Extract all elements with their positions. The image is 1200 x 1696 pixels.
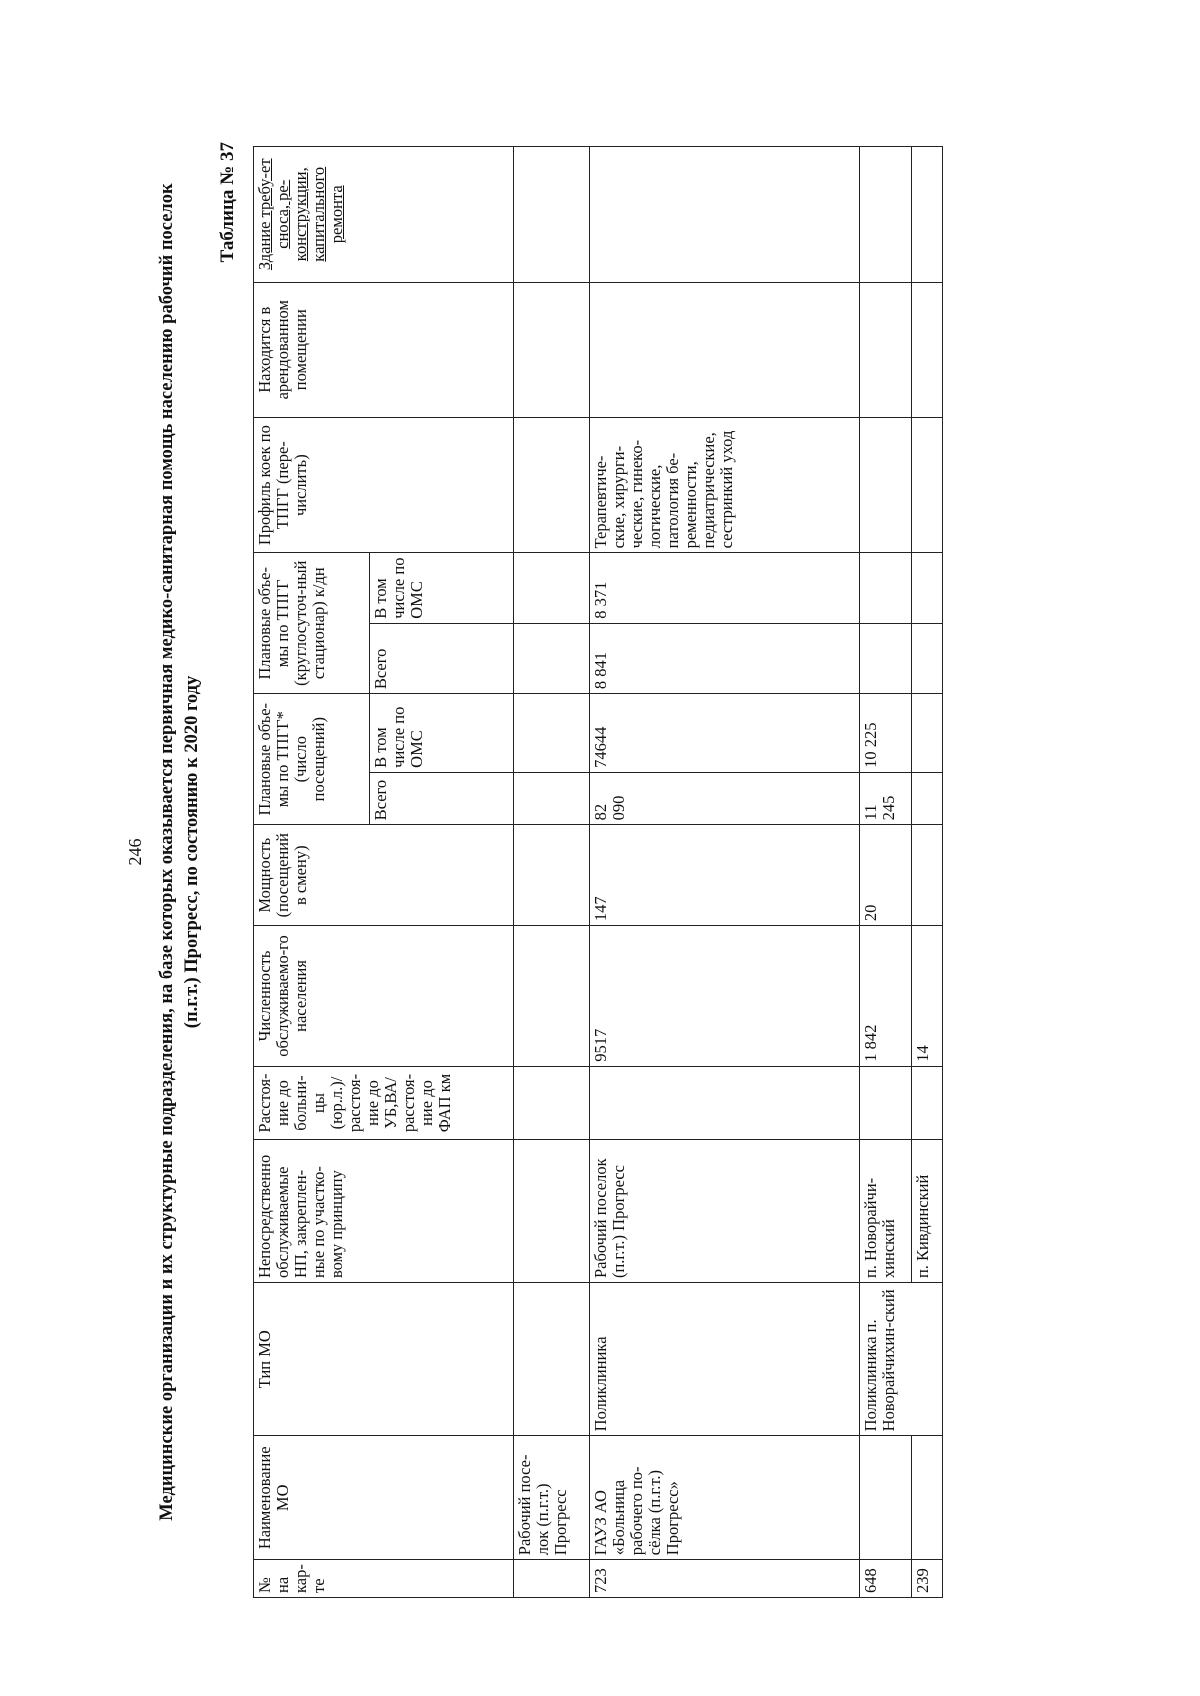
section-cell: [514, 772, 590, 824]
cell-beds-total: [912, 623, 943, 693]
cell-type: Поликлиника п. Новорайчихин-ский: [859, 1283, 942, 1436]
header-demolition: Здание требу-ет сноса, ре-конструкции, капитального ремонта: [254, 147, 514, 283]
cell-demolition: [912, 147, 943, 283]
header-beds-total: Всего: [369, 623, 514, 693]
cell-np: п. Кивдинский: [912, 1140, 943, 1283]
header-row-1: [254, 147, 370, 1598]
cell-name: ГАУЗ АО «Больница рабочего по-сёлка (п.г.т.) Прогресс»: [590, 1436, 859, 1560]
cell-population: 14: [912, 926, 943, 1067]
cell-num: 648: [859, 1560, 912, 1598]
section-cell: [514, 1283, 590, 1436]
cell-demolition: [859, 147, 912, 283]
header-rented: Находится в арендованном помещении: [254, 282, 514, 417]
header-population: Численность обслуживаемо-го населения: [254, 926, 514, 1067]
cell-visits-oms: [912, 694, 943, 773]
cell-visits-total: [912, 772, 943, 824]
cell-rented: [859, 282, 912, 417]
table-label: Таблица № 37: [217, 142, 238, 263]
cell-distance: [590, 1066, 859, 1139]
cell-visits-oms: 74644: [590, 694, 859, 773]
section-cell: [514, 623, 590, 693]
page-number: 246: [125, 838, 145, 866]
cell-visits-total: 82 090: [590, 772, 859, 824]
header-num: № на кар-те: [254, 1560, 514, 1598]
medical-organizations-table: [253, 146, 943, 1598]
cell-population: 9517: [590, 926, 859, 1067]
header-tpgg-visits: Плановые объе-мы по ТПГГ*(число посещений): [254, 694, 370, 825]
cell-name: [859, 1436, 912, 1560]
section-cell: [514, 417, 590, 552]
cell-np: Рабочий поселок (п.г.т.) Прогресс: [590, 1140, 859, 1283]
cell-name: [912, 1436, 943, 1560]
section-cell: [514, 1066, 590, 1139]
rotated-document-page: [125, 102, 1185, 1602]
section-name: Рабочий посе-лок (п.г.т.) Прогресс: [514, 1436, 590, 1560]
section-cell: [514, 926, 590, 1067]
cell-profile: [912, 417, 943, 552]
header-np: Непосредственно обслуживаемые НП, закреплен-ные по участко-вому принципу: [254, 1140, 514, 1283]
cell-beds-total: [859, 623, 912, 693]
section-cell: [514, 1140, 590, 1283]
cell-distance: [912, 1066, 943, 1139]
document-title: [155, 102, 205, 1602]
header-type: Тип МО: [254, 1283, 514, 1436]
title-line-1: Медицинские организации и их структурные подразделения, на базе которых оказывается первичная медико-санитарная помощь населению рабочий поселок: [157, 183, 177, 1521]
section-cell: [514, 553, 590, 623]
cell-profile: [859, 417, 912, 552]
header-capacity: Мощность (посещений в смену): [254, 825, 514, 926]
section-cell: [514, 282, 590, 417]
cell-beds-total: 8 841: [590, 623, 859, 693]
header-tpgg-beds: Плановые объе-мы по ТПГГ (круглосуточ-ный стационар) к/дн: [254, 553, 370, 694]
cell-np: п. Новорайчи-хинский: [859, 1140, 912, 1283]
cell-capacity: 147: [590, 825, 859, 926]
title-line-2: (п.г.т.) Прогресс, по состоянию к 2020 году: [182, 675, 202, 1029]
header-profile: Профиль коек по ТПГГ (пере-числить): [254, 417, 514, 552]
cell-num: 723: [590, 1560, 859, 1598]
section-row: [514, 147, 590, 1598]
cell-demolition: [590, 147, 859, 283]
section-cell: [514, 147, 590, 283]
cell-capacity: [912, 825, 943, 926]
section-cell-num: [514, 1560, 590, 1598]
cell-visits-oms: 10 225: [859, 694, 912, 773]
cell-population: 1 842: [859, 926, 912, 1067]
cell-beds-oms: [859, 553, 912, 623]
table-row: [859, 147, 912, 1598]
cell-num: 239: [912, 1560, 943, 1598]
header-name: Наименование МО: [254, 1436, 514, 1560]
cell-beds-oms: 8 371: [590, 553, 859, 623]
section-cell: [514, 694, 590, 773]
section-cell: [514, 825, 590, 926]
cell-distance: [859, 1066, 912, 1139]
cell-type: Поликлиника: [590, 1283, 859, 1436]
cell-capacity: 20: [859, 825, 912, 926]
cell-rented: [590, 282, 859, 417]
cell-visits-total: 11 245: [859, 772, 912, 824]
header-visits-oms: В том числе по ОМС: [369, 694, 514, 773]
cell-beds-oms: [912, 553, 943, 623]
header-beds-oms: В том числе по ОМС: [369, 553, 514, 623]
header-visits-total: Всего: [369, 772, 514, 824]
cell-profile: Терапевтиче-ские, хирурги-ческие, гинеко-логические, патология бе-ременности, педиатрические, сестринкий уход: [590, 417, 859, 552]
table-row: [590, 147, 859, 1598]
cell-rented: [912, 282, 943, 417]
header-distance: Расстоя-ние до больни-цы (юр.л.)/ расстоя-ние до УБ,ВА/ расстоя-ние до ФАП км: [254, 1066, 514, 1139]
